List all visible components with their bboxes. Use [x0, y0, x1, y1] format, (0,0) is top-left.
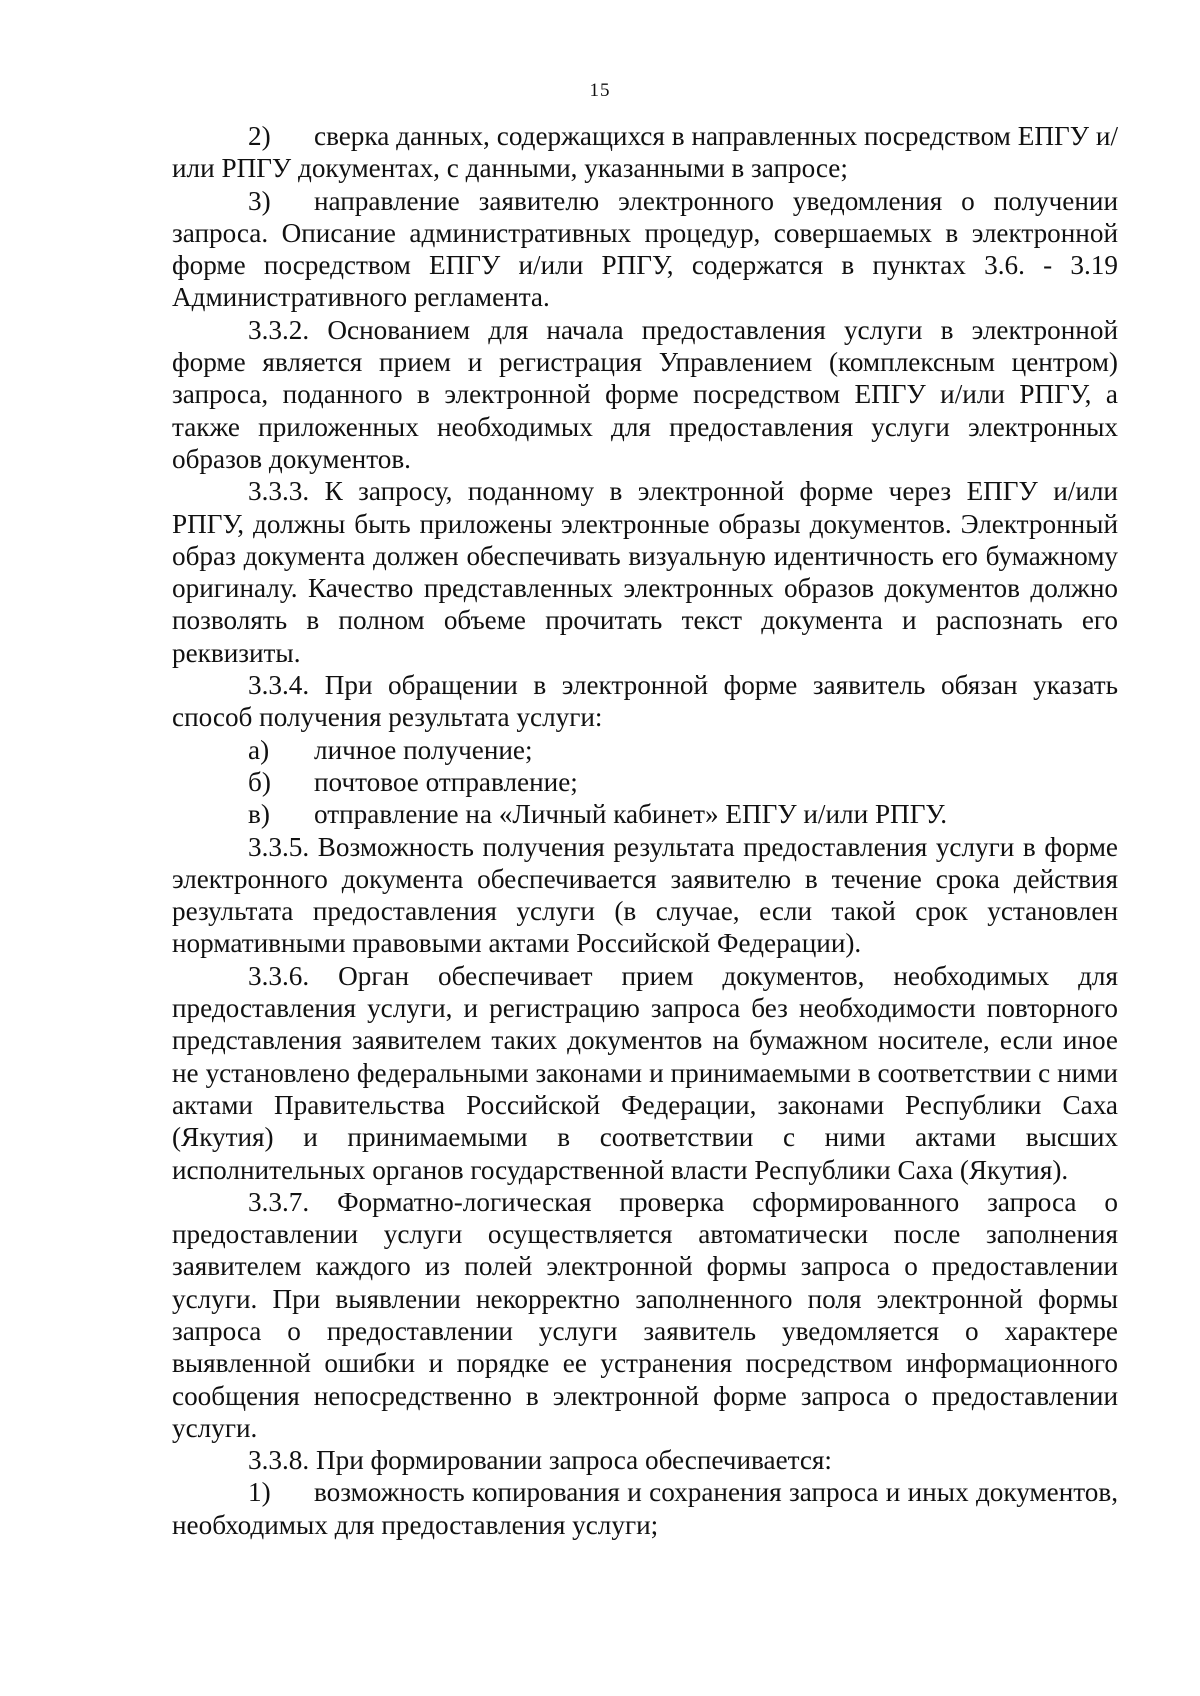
list-item-text: сверка данных, содержащихся в направленных посредством ЕПГУ и/или РПГУ документах, с данными, указанными в запросе;	[172, 121, 1118, 184]
paragraph-3-3-3: 3.3.3. К запросу, поданному в электронной форме через ЕПГУ и/или РПГУ, должны быть приложены электронные образы документов. Электронный образ документа должен обеспечивать визуальную идентичность его бумажному оригиналу. Качество представленных электронных образов документов должно позволять в полном объеме прочитать текст документа и распознать его реквизиты.	[172, 476, 1118, 668]
paragraph-3-3-8: 3.3.8. При формировании запроса обеспечивается:	[248, 1445, 832, 1476]
list-item-text: возможность копирования и сохранения запроса и иных документов, необходимых для предоставления услуги;	[172, 1477, 1118, 1540]
list-marker: 2)	[248, 121, 271, 151]
list-item-3	[172, 185, 1118, 314]
list-item-2	[172, 120, 1118, 185]
list-item-text: личное получение;	[314, 734, 533, 765]
list-marker: а)	[248, 734, 270, 765]
paragraph-3-3-5: 3.3.5. Возможность получения результата предоставления услуги в форме электронного документа обеспечивается заявителю в течение срока действия результата предоставления услуги (в случае, если такой срок установлен нормативными правовыми актами Российской Федерации).	[172, 831, 1118, 959]
receipt-method-b	[172, 766, 1118, 798]
paragraph-3-3-4: 3.3.4. При обращении в электронной форме заявитель обязан указать способ получения результата услуги:	[172, 670, 1118, 733]
paragraph-3-3-7: 3.3.7. Форматно-логическая проверка сформированного запроса о предоставлении услуги осуществляется автоматически после заполнения заявителем каждого из полей электронной формы запроса о предоставлении услуги. При выявлении некорректно заполненного поля электронной формы запроса о предоставлении услуги заявитель уведомляется о характере выявленной ошибки и порядке ее устранения посредством информационного сообщения непосредственно в электронной форме запроса о предоставлении услуги.	[172, 1186, 1118, 1443]
list-marker: б)	[248, 766, 271, 797]
request-feature-1	[172, 1476, 1118, 1541]
receipt-method-a	[172, 734, 1118, 766]
list-marker: 3)	[248, 185, 271, 216]
list-item-text: направление заявителю электронного уведомления о получении запроса. Описание административных процедур, совершаемых в электронной форме посредством ЕПГУ и/или РПГУ, содержатся в пунктах 3.6. - 3.19 Административного регламента.	[172, 185, 1118, 313]
receipt-method-c	[172, 798, 1118, 830]
paragraph-3-3-2: 3.3.2. Основанием для начала предоставления услуги в электронной форме является прием и регистрация Управлением (комплексным центром) запроса, поданного в электронной форме посредством ЕПГУ и/или РПГУ, а также приложенных необходимых для предоставления услуги электронных образов документов.	[172, 314, 1118, 474]
list-marker: в)	[248, 799, 270, 830]
paragraph-3-3-6: 3.3.6. Орган обеспечивает прием документов, необходимых для предоставления услуги, и регистрацию запроса без необходимости повторного представления заявителем таких документов на бумажном носителе, если иное не установлено федеральными законами и принимаемыми в соответствии с ними актами Правительства Российской Федерации, законами Республики Саха (Якутия) и принимаемыми в соответствии с ними актами высших исполнительных органов государственной власти Республики Саха (Якутия).	[172, 960, 1118, 1185]
page-number: 15	[589, 80, 611, 101]
list-marker: 1)	[248, 1477, 271, 1508]
list-item-text: отправление на «Личный кабинет» ЕПГУ и/или РПГУ.	[314, 799, 948, 830]
document-body	[172, 120, 1118, 1541]
list-item-text: почтовое отправление;	[314, 766, 578, 797]
